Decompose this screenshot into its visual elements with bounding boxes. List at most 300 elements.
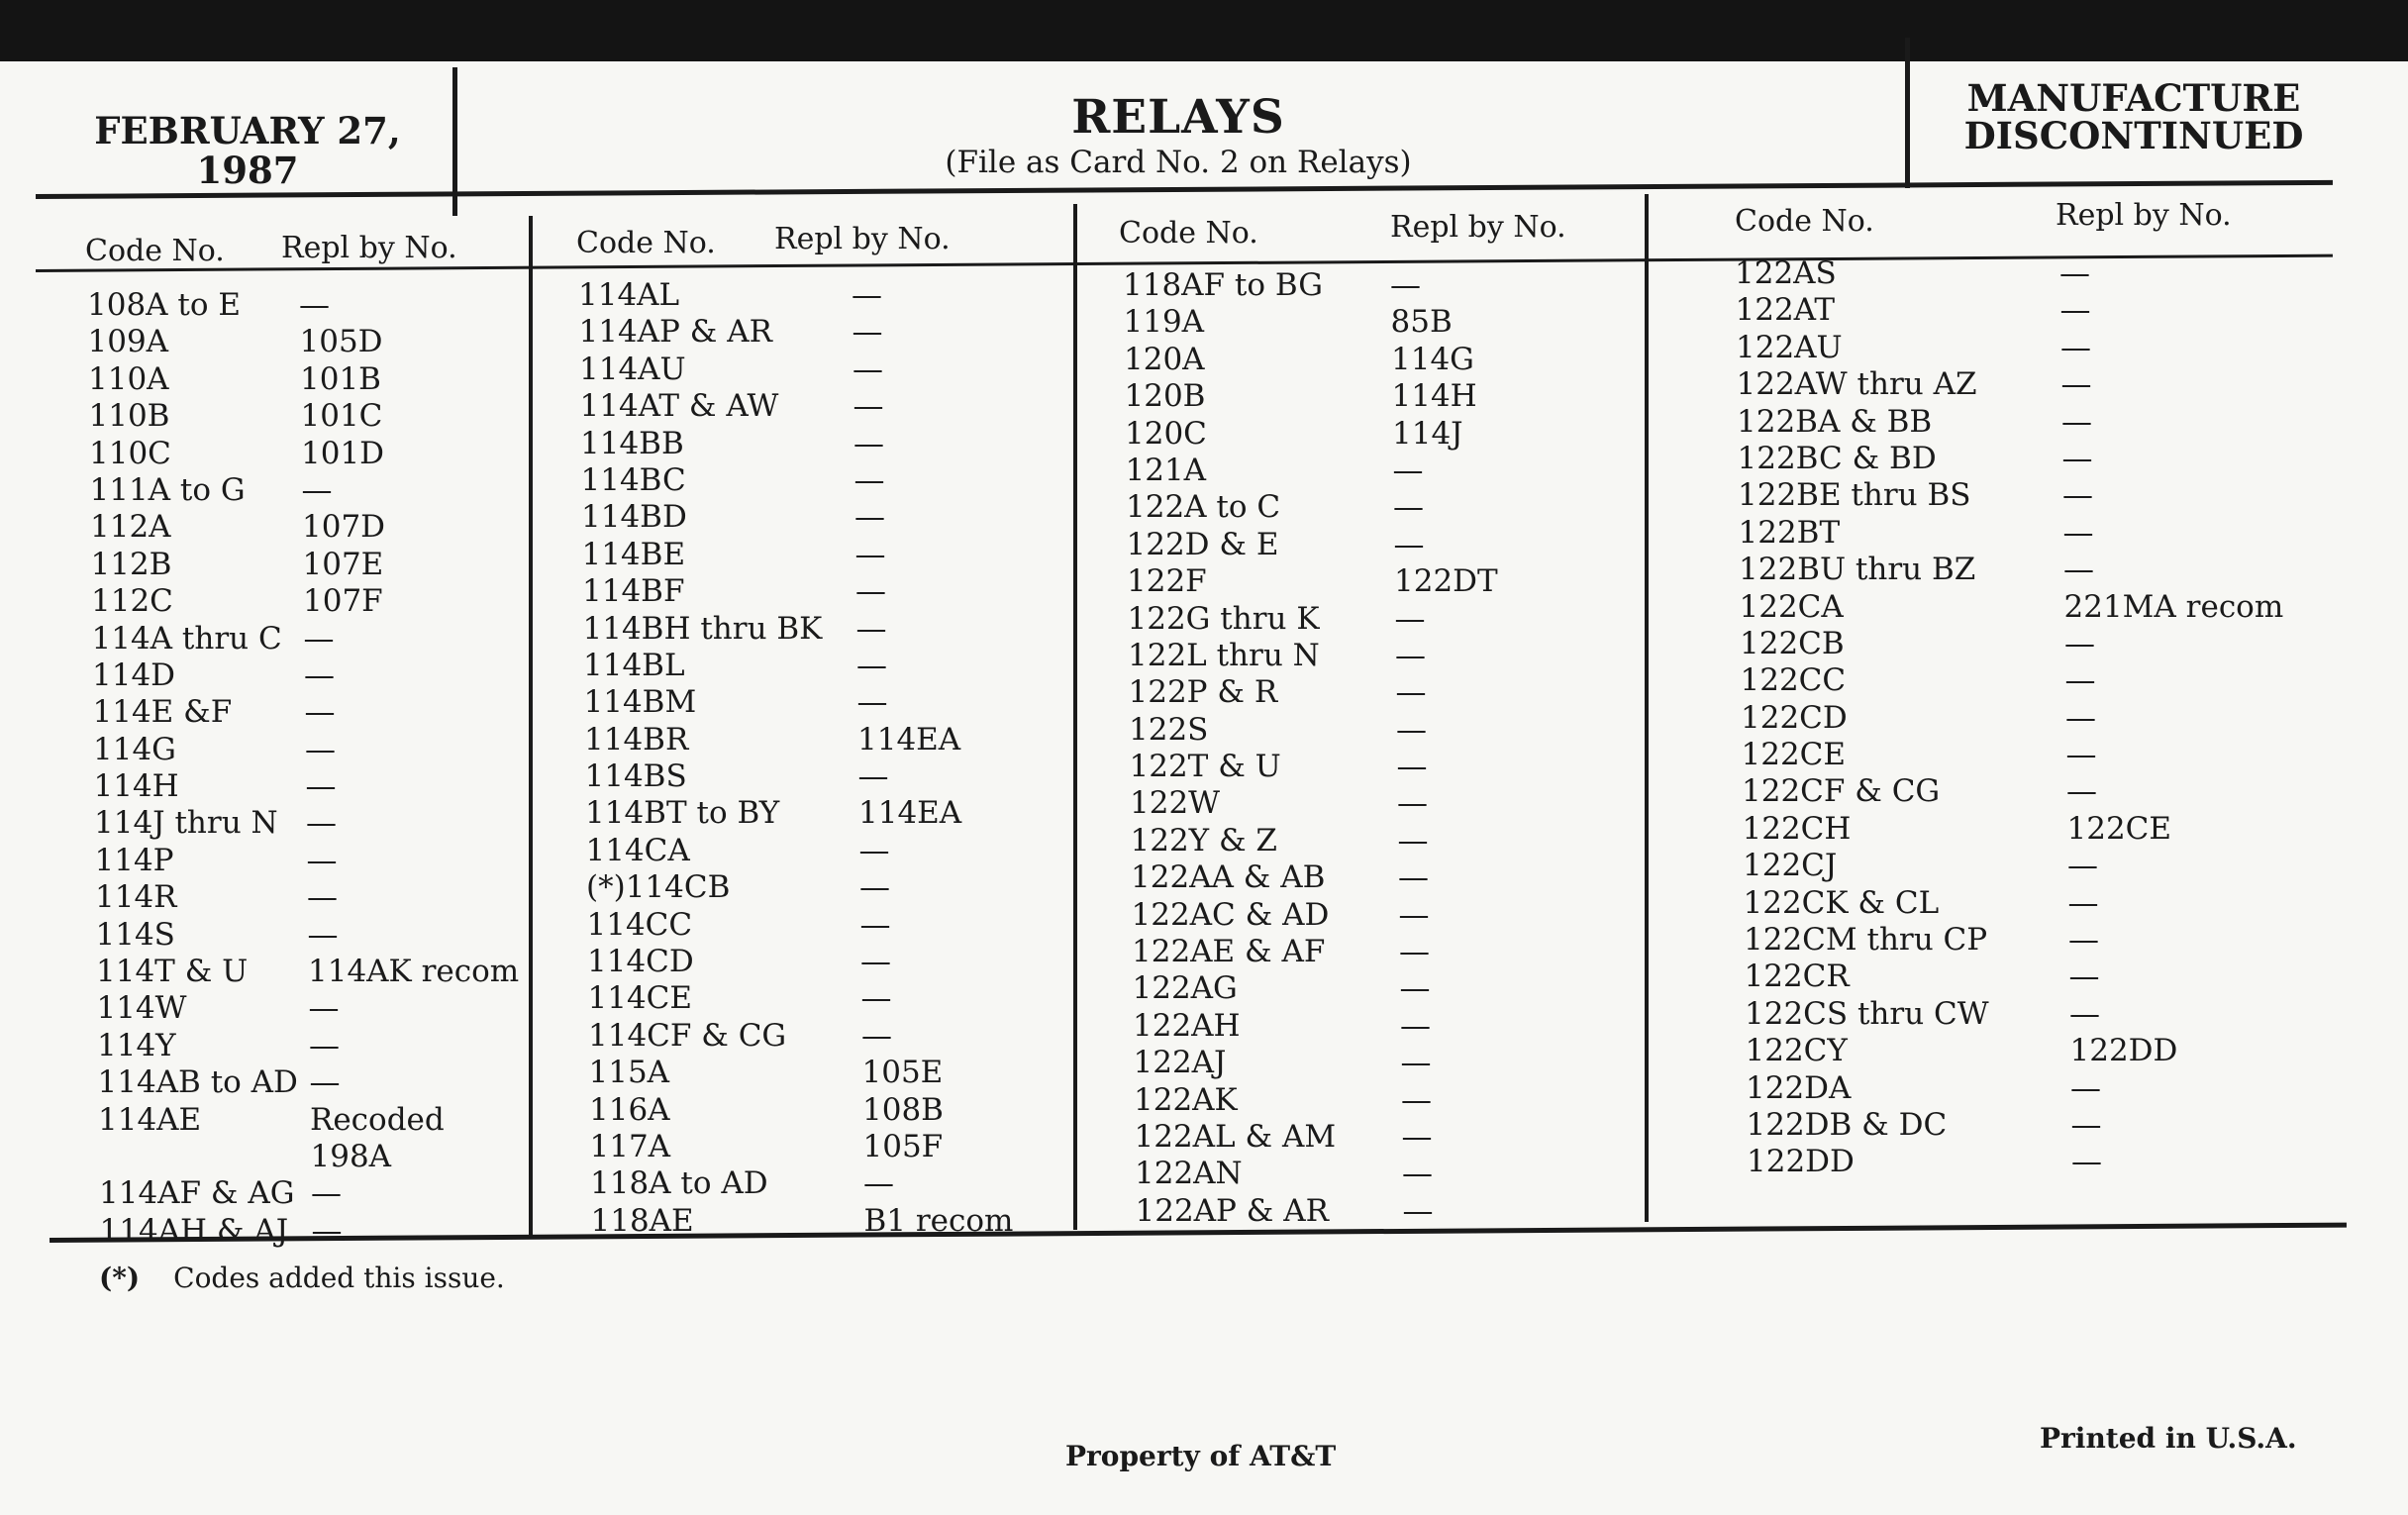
footnote-text: Codes added this issue.	[173, 1262, 505, 1294]
replacement-cell: —	[853, 461, 885, 498]
table-row	[1129, 674, 1644, 711]
table-row	[95, 879, 531, 916]
table-row	[1746, 1033, 2359, 1069]
replacement-cell: —	[2063, 552, 2094, 588]
replacement-cell: 85B	[1390, 304, 1453, 341]
table-row	[579, 352, 1064, 388]
replacement-cell: 114H	[1391, 378, 1477, 415]
code-cell: 114CA	[585, 832, 690, 868]
code-cell: 114BL	[583, 647, 685, 683]
table-row	[1739, 515, 2353, 552]
table-row	[1740, 589, 2354, 626]
table-row	[1739, 552, 2353, 588]
code-cell: 108A to E	[87, 287, 242, 323]
table-row	[1738, 477, 2352, 514]
table-row	[1131, 859, 1646, 896]
col4-repl-header: Repl by No.	[2056, 198, 2232, 233]
replacement-cell: —	[854, 499, 885, 536]
table-row	[95, 843, 531, 879]
replacement-cell: —	[859, 869, 890, 906]
replacement-cell: —	[308, 990, 340, 1027]
code-cell: 122CH	[1742, 810, 1852, 847]
table-row	[1128, 601, 1643, 638]
code-cell: 114G	[93, 731, 176, 767]
replacement-cell: —	[306, 805, 337, 842]
code-cell: 114Y	[97, 1027, 176, 1063]
table-row	[591, 1203, 1076, 1240]
table-row	[91, 547, 527, 583]
relay-column-1	[87, 287, 523, 1250]
replacement-cell: —	[853, 351, 883, 387]
table-row	[96, 917, 532, 954]
table-row	[1125, 416, 1640, 453]
table-row	[1132, 934, 1647, 970]
code-cell: 114BC	[580, 461, 686, 498]
replacement-cell: —	[860, 980, 892, 1017]
code-cell: 114AP & AR	[578, 314, 772, 351]
code-cell: 122DD	[1747, 1144, 1855, 1180]
replacement-cell: —	[2062, 514, 2094, 551]
code-cell: 114CD	[587, 944, 694, 980]
code-cell: 114H	[93, 768, 179, 805]
replacement-cell: —	[857, 758, 889, 795]
replacement-cell: —	[1396, 711, 1427, 748]
table-row	[588, 1018, 1073, 1055]
code-cell: 122AU	[1736, 329, 1843, 365]
replacement-cell: —	[2065, 737, 2097, 773]
table-row	[100, 1213, 536, 1250]
replacement-cell: 122CE	[2066, 810, 2172, 847]
table-row	[92, 621, 528, 657]
card-title: RELAYS	[1071, 90, 1285, 145]
code-cell: 110C	[89, 435, 171, 471]
table-row	[1135, 1156, 1650, 1192]
code-cell: 122G thru K	[1127, 600, 1320, 637]
table-row	[1126, 453, 1641, 489]
replacement-cell: 105D	[299, 324, 383, 360]
code-cell: 114D	[92, 656, 176, 693]
replacement-cell: 122DT	[1394, 563, 1498, 600]
replacement-cell: —	[856, 647, 887, 683]
code-cell: 122AJ	[1133, 1045, 1227, 1081]
code-cell: (*)114CB	[586, 869, 731, 906]
replacement-cell: —	[305, 768, 337, 805]
replacement-cell: —	[2068, 959, 2100, 995]
replacement-cell: —	[1401, 1081, 1432, 1118]
replacement-cell: —	[1398, 859, 1429, 896]
code-cell: 120C	[1125, 415, 1207, 452]
table-row	[1131, 823, 1646, 859]
code-cell: 120A	[1124, 341, 1205, 377]
code-cell: 115A	[588, 1055, 670, 1091]
code-cell: 122AN	[1135, 1156, 1243, 1192]
table-row	[585, 758, 1070, 795]
replacement-cell: —	[307, 916, 339, 953]
table-row	[93, 694, 529, 731]
replacement-cell: 101B	[300, 360, 381, 397]
table-row	[585, 795, 1070, 832]
code-cell: 114BF	[582, 573, 685, 610]
table-row	[1127, 527, 1642, 563]
table-row	[586, 833, 1071, 869]
code-cell: 114BS	[584, 758, 687, 795]
code-cell: 122CA	[1739, 588, 1844, 625]
replacement-cell: —	[1402, 1156, 1433, 1192]
table-row	[579, 314, 1064, 351]
replacement-cell: —	[858, 832, 890, 868]
replacement-cell: 122DD	[2069, 1033, 2178, 1069]
code-cell: 122AG	[1132, 970, 1238, 1007]
code-cell: 122T & U	[1129, 749, 1281, 785]
table-row	[1133, 1008, 1648, 1045]
table-row	[88, 361, 524, 398]
table-row	[87, 287, 523, 324]
replacement-cell: 101C	[300, 398, 383, 435]
header-divider-right	[1905, 38, 1910, 188]
table-row	[584, 722, 1069, 758]
issue-date	[40, 111, 455, 190]
replacement-cell: —	[2070, 1106, 2102, 1143]
code-cell: 122L thru N	[1128, 637, 1320, 673]
issue-date-line2: 1987	[196, 149, 299, 192]
code-cell: 122CM thru CP	[1744, 922, 1988, 959]
table-row	[89, 436, 525, 472]
table-row	[1742, 773, 2356, 810]
code-cell: 122DA	[1746, 1069, 1852, 1106]
replacement-cell: —	[1394, 600, 1426, 637]
code-cell: 122BA & BB	[1737, 403, 1933, 440]
code-cell: 114AL	[578, 277, 680, 313]
code-cell: 109A	[87, 324, 169, 360]
relay-column-3	[1123, 267, 1638, 1230]
replacement-cell: —	[306, 842, 338, 878]
code-cell: 111A to G	[89, 471, 246, 508]
table-row	[1134, 1045, 1649, 1081]
code-cell: 122S	[1129, 711, 1209, 748]
replacement-cell: —	[852, 277, 882, 313]
replacement-cell: —	[860, 944, 891, 980]
table-row	[94, 768, 530, 805]
card-subtitle: (File as Card No. 2 on Relays)	[945, 145, 1412, 180]
replacement-cell: —	[1402, 1192, 1434, 1229]
replacement-cell: —	[1395, 674, 1427, 711]
table-row	[1129, 712, 1644, 749]
replacement-cell: —	[303, 620, 335, 656]
replacement-cell: 198A	[310, 1138, 392, 1174]
replacement-cell: —	[856, 684, 888, 721]
code-cell: 118A to AD	[590, 1165, 768, 1202]
replacement-cell: —	[2060, 329, 2091, 365]
table-row	[588, 980, 1073, 1017]
replacement-cell: —	[1390, 267, 1421, 303]
table-row	[1736, 292, 2350, 329]
replacement-cell: 114EA	[857, 721, 961, 758]
table-row	[582, 537, 1067, 573]
code-cell: 122CK & CL	[1743, 884, 1940, 921]
code-cell: 122BC & BD	[1737, 440, 1937, 476]
replacement-cell: —	[2071, 1144, 2102, 1180]
replacement-cell: 101D	[301, 435, 385, 471]
col4-code-header: Code No.	[1735, 204, 1874, 239]
table-row	[578, 277, 1063, 314]
col3-repl-header: Repl by No.	[1390, 210, 1566, 245]
replacement-cell: —	[1395, 637, 1426, 673]
replacement-cell: Recoded	[310, 1101, 445, 1138]
code-cell: 122W	[1130, 785, 1221, 822]
replacement-cell: B1 recom	[863, 1202, 1014, 1239]
table-row	[1740, 626, 2354, 662]
code-cell: 114AB to AD	[97, 1064, 298, 1101]
code-cell: 122AC & AD	[1131, 896, 1330, 933]
replacement-cell: —	[311, 1175, 342, 1212]
card-title-block	[465, 91, 1891, 180]
code-cell: 122AW thru AZ	[1736, 366, 1977, 403]
table-row	[92, 657, 528, 694]
col2-repl-header: Repl by No.	[774, 222, 951, 256]
code-cell: 114BD	[581, 499, 687, 536]
code-cell: 114R	[95, 879, 177, 916]
replacement-cell: —	[2059, 255, 2090, 291]
table-row	[1744, 922, 2358, 959]
code-cell: 122AT	[1735, 292, 1836, 329]
code-cell: 117A	[589, 1128, 671, 1164]
replacement-cell: —	[1393, 489, 1424, 526]
replacement-cell: —	[309, 1064, 341, 1101]
code-cell: 118AE	[590, 1202, 694, 1239]
status-line2: DISCONTINUED	[1963, 114, 2304, 157]
code-cell: 110A	[88, 360, 169, 397]
replacement-cell: —	[863, 1165, 894, 1202]
table-row	[581, 462, 1066, 499]
table-row	[1747, 1107, 2360, 1144]
table-row	[1130, 749, 1645, 785]
code-cell: 122CS thru CW	[1745, 995, 1989, 1032]
table-row	[1133, 970, 1648, 1007]
replacement-cell: —	[2069, 995, 2100, 1032]
table-row	[1741, 662, 2355, 699]
table-row	[99, 1139, 535, 1175]
relay-column-4	[1735, 255, 2349, 1181]
table-row	[1735, 255, 2349, 292]
col1-repl-header: Repl by No.	[281, 231, 457, 265]
replacement-cell: —	[1401, 1118, 1433, 1155]
table-row	[1747, 1144, 2360, 1180]
table-row	[1743, 811, 2357, 848]
replacement-cell: 105F	[862, 1128, 944, 1164]
table-row	[1741, 700, 2355, 737]
code-cell: 114AU	[579, 351, 686, 387]
replacement-cell: —	[1398, 896, 1430, 933]
replacement-cell: —	[2068, 922, 2099, 959]
code-cell: 122CD	[1741, 699, 1848, 736]
code-cell: 122AS	[1735, 255, 1837, 291]
replacement-cell: —	[854, 536, 886, 572]
code-cell: 110B	[88, 398, 170, 435]
table-row	[1132, 897, 1647, 934]
table-row	[1136, 1193, 1651, 1230]
code-cell: 112A	[90, 509, 171, 546]
replacement-cell: —	[2067, 884, 2099, 921]
replacement-cell: —	[859, 906, 891, 943]
code-cell: 116A	[589, 1091, 670, 1128]
code-cell: 122BU thru BZ	[1739, 552, 1976, 588]
footnote	[99, 1262, 505, 1294]
table-row	[1135, 1119, 1650, 1156]
replacement-cell: —	[855, 573, 886, 610]
table-row	[88, 324, 524, 360]
table-row	[90, 509, 526, 546]
col2-code-header: Code No.	[576, 226, 716, 260]
code-cell: 122DB & DC	[1746, 1106, 1948, 1143]
code-cell: 122CY	[1745, 1033, 1848, 1069]
code-cell: 118AF to BG	[1123, 267, 1324, 303]
column-divider-2	[1073, 204, 1077, 1230]
table-row	[91, 583, 527, 620]
table-row	[1128, 638, 1643, 674]
table-row	[1746, 1070, 2359, 1107]
code-cell: 122AH	[1133, 1007, 1241, 1044]
code-cell: 114E &F	[92, 694, 233, 731]
replacement-cell: 107E	[302, 546, 384, 582]
replacement-cell: 114AK recom	[308, 954, 520, 990]
replacement-cell: 221MA recom	[2063, 588, 2284, 625]
code-cell: 122BE thru BS	[1738, 477, 1971, 514]
replacement-cell: —	[299, 287, 330, 323]
table-row	[98, 1064, 534, 1101]
code-cell: 114CC	[586, 906, 693, 943]
replacement-cell: —	[853, 388, 884, 425]
replacement-cell: —	[2064, 625, 2095, 661]
code-cell: 114A thru C	[91, 620, 282, 656]
issue-date-line1: FEBRUARY 27,	[94, 109, 401, 152]
code-cell: 122CE	[1741, 737, 1847, 773]
table-row	[1745, 959, 2358, 995]
replacement-cell: —	[2061, 403, 2092, 440]
code-cell: 122P & R	[1128, 674, 1278, 711]
table-row	[1130, 785, 1645, 822]
code-cell: 122CC	[1740, 662, 1847, 699]
replacement-cell: 105E	[861, 1055, 944, 1091]
code-cell: 112C	[91, 583, 173, 620]
replacement-cell: —	[1396, 749, 1428, 785]
code-cell: 122CR	[1744, 959, 1850, 995]
code-cell: 114AT & AW	[579, 388, 779, 425]
replacement-cell: —	[2059, 292, 2091, 329]
code-cell: 122F	[1127, 563, 1207, 600]
table-row	[96, 954, 532, 990]
code-cell: 121A	[1125, 452, 1207, 488]
code-cell: 114BH thru BK	[582, 610, 823, 647]
table-row	[590, 1165, 1075, 1202]
replacement-cell: 114J	[1392, 415, 1463, 452]
table-row	[582, 573, 1067, 610]
code-cell: 122CB	[1740, 625, 1845, 661]
code-cell: 114AE	[98, 1101, 202, 1138]
code-cell: 114J thru N	[94, 805, 278, 842]
table-row	[1743, 848, 2357, 884]
table-row	[583, 611, 1068, 648]
table-row	[587, 907, 1072, 944]
code-cell: 122A to C	[1126, 489, 1281, 526]
table-row	[1742, 737, 2356, 773]
replacement-cell: —	[307, 879, 338, 916]
table-row	[581, 499, 1066, 536]
replacement-cell: —	[1399, 934, 1430, 970]
printed-notice: Printed in U.S.A.	[2040, 1422, 2297, 1455]
table-row	[1124, 342, 1639, 378]
code-cell: 119A	[1123, 304, 1205, 341]
code-cell: 122AP & AR	[1135, 1192, 1329, 1229]
code-cell: 114CE	[587, 980, 693, 1017]
table-row	[1123, 267, 1638, 304]
replacement-cell: —	[1393, 526, 1425, 562]
replacement-cell: —	[304, 694, 336, 731]
table-row	[99, 1175, 535, 1212]
table-row	[584, 684, 1069, 721]
code-cell: 114CF & CG	[588, 1017, 787, 1054]
code-cell: 114BR	[584, 721, 689, 758]
table-row	[580, 426, 1065, 462]
code-cell: 122BT	[1738, 514, 1841, 551]
replacement-cell: —	[855, 610, 887, 647]
table-row	[1134, 1082, 1649, 1119]
replacement-cell: —	[1392, 452, 1424, 488]
table-row	[1126, 489, 1641, 526]
table-row	[589, 1092, 1074, 1129]
relay-column-2	[578, 277, 1063, 1240]
replacement-cell: —	[1399, 970, 1431, 1007]
table-row	[97, 1028, 533, 1064]
table-row	[587, 944, 1072, 980]
table-row	[1737, 366, 2351, 403]
table-row	[98, 1102, 534, 1139]
table-row	[1736, 330, 2350, 366]
table-row	[1738, 441, 2352, 477]
table-row	[583, 648, 1068, 684]
replacement-cell: —	[1397, 785, 1428, 822]
replacement-cell: —	[301, 471, 333, 508]
table-row	[580, 388, 1065, 425]
replacement-cell: —	[861, 1017, 892, 1054]
table-row	[93, 732, 529, 768]
code-cell: 114P	[94, 842, 174, 878]
replacement-cell: —	[2060, 366, 2092, 403]
table-row	[1737, 404, 2351, 441]
col3-code-header: Code No.	[1119, 216, 1258, 251]
replacement-cell: 107D	[302, 509, 386, 546]
code-cell: 114AF & AG	[99, 1175, 295, 1212]
replacement-cell: 107F	[303, 583, 383, 620]
replacement-cell: —	[304, 656, 335, 693]
replacement-cell: —	[2065, 699, 2096, 736]
table-row	[97, 990, 533, 1027]
code-cell: 122AE & AF	[1132, 934, 1326, 970]
table-row	[1745, 996, 2358, 1033]
replacement-cell: —	[2064, 662, 2096, 699]
code-cell: 114T & U	[96, 954, 249, 990]
status-line1: MANUFACTURE	[1966, 76, 2301, 120]
property-notice: Property of AT&T	[1065, 1440, 1337, 1472]
replacement-cell: 108B	[862, 1091, 944, 1128]
table-row	[589, 1055, 1074, 1091]
status-heading	[1921, 76, 2347, 157]
code-cell: 114BT to BY	[585, 795, 780, 832]
code-cell: 114AH & AJ	[99, 1212, 289, 1249]
table-row	[94, 805, 530, 842]
code-cell: 122AL & AM	[1134, 1118, 1337, 1155]
code-cell: 122AA & AB	[1131, 859, 1326, 896]
table-row	[590, 1129, 1075, 1165]
